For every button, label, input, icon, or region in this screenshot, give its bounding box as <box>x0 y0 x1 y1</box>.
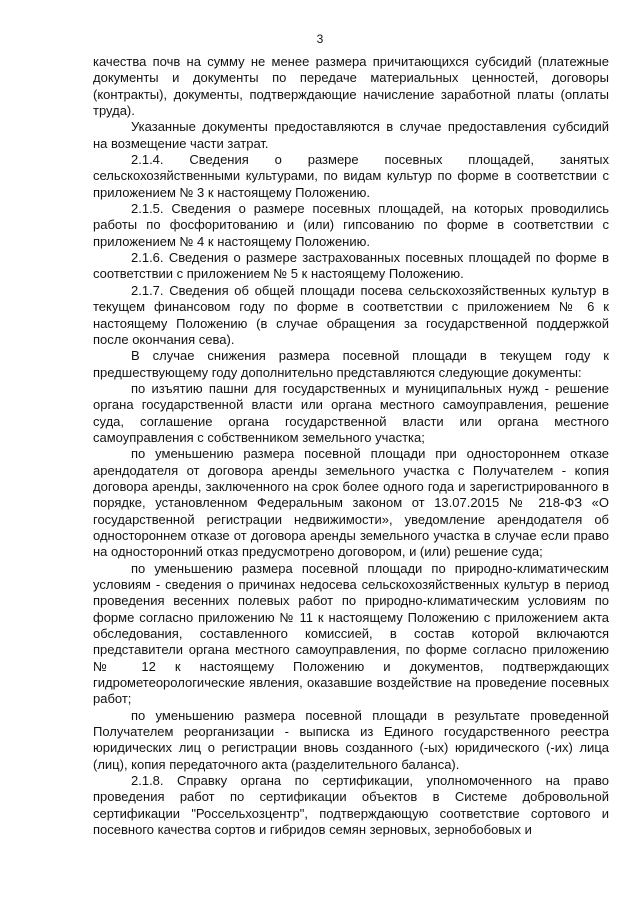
paragraph-continuation: качества почв на сумму не менее размера причитающихся субсидий (платежные документы и документы по передаче материальных ценностей, договоры (контракты), документы, подтверждающие начисление заработной платы (оплаты труда). <box>93 54 609 119</box>
paragraph-2-1-5: 2.1.5. Сведения о размере посевных площадей, на которых проводились работы по фосфоритованию и (или) гипсованию по форме в соответствии с приложением № 4 к настоящему Положению. <box>93 201 609 249</box>
page-number: 3 <box>316 32 324 46</box>
paragraph-land-seizure: по изъятию пашни для государственных и муниципальных нужд - решение органа государственной власти или органа местного самоуправления, решение суда, соглашение органа государственной власти или органа местного самоуправления с собственником земельного участка; <box>93 380 609 445</box>
paragraph-reorganization: по уменьшению размера посевной площади в результате проведенной Получателем реорганизации - выписка из Единого государственного реестра юридических лиц о регистрации вновь созданного (-ых) юридического (-их) лица (лиц), копия передаточного акта (разделительного баланса). <box>93 707 609 772</box>
paragraph-area-reduction: В случае снижения размера посевной площади в текущем году к предшествующему году дополнительно представляются следующие документы: <box>93 348 609 380</box>
paragraph-2-1-8: 2.1.8. Справку органа по сертификации, уполномоченного на право проведения работ по сертификации объектов в Системе добровольной сертификации "Россельхозцентр", подтверждающую соответствие сортового и посевного качества сортов и гибридов семян зерновых, зернобобовых и <box>93 773 609 838</box>
paragraph-documents-note: Указанные документы предоставляются в случае предоставления субсидий на возмещение части затрат. <box>93 119 609 151</box>
paragraph-climate-conditions: по уменьшению размера посевной площади по природно-климатическим условиям - сведения о причинах недосева сельскохозяйственных культур в период проведения весенних полевых работ по природно-климатическим условиям по форме согласно приложению № 11 к настоящему Положению с приложением акта обследования, составленного комиссией, в состав которой включаются представители органа местного самоуправления, по форме согласно приложению № 12 к настоящему Положению и документов, подтверждающих гидрометеорологические явления, оказавшие воздействие на проведение посевных работ; <box>93 560 609 707</box>
paragraph-2-1-4: 2.1.4. Сведения о размере посевных площадей, занятых сельскохозяйственными культурами, по видам культур по форме в соответствии с приложением № 3 к настоящему Положению. <box>93 152 609 200</box>
paragraph-lease-termination: по уменьшению размера посевной площади при одностороннем отказе арендодателя от договора аренды земельного участка с Получателем - копия договора аренды, заключенного на срок более одного года и зарегистрированного в порядке, установленном Федеральным законом от 13.07.2015 № 218-ФЗ «О государственной регистрации недвижимости», уведомление арендодателя об одностороннем отказе от договора аренды земельного участка в случае если право на односторонний отказ предусмотрено договором, и (или) решение суда; <box>93 446 609 560</box>
paragraph-2-1-6: 2.1.6. Сведения о размере застрахованных посевных площадей по форме в соответствии с приложением № 5 к настоящему Положению. <box>93 250 609 282</box>
document-body <box>93 54 609 839</box>
paragraph-2-1-7: 2.1.7. Сведения об общей площади посева сельскохозяйственных культур в текущем финансовом году по форме в соответствии с приложением № 6 к настоящему Положению (в случае обращения за государственной поддержкой после окончания сева). <box>93 282 609 347</box>
